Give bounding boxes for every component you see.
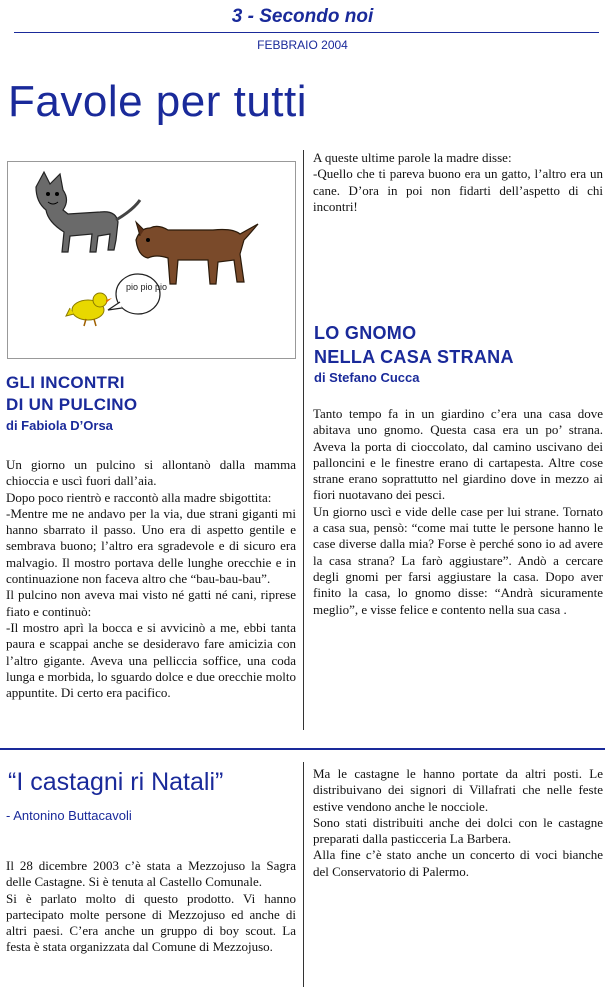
paragraph: Il pulcino non aveva mai visto né gatti né cani, riprese fiato e continuò: xyxy=(6,587,296,619)
article2-heading xyxy=(314,321,514,369)
paragraph: A queste ultime parole la madre disse: xyxy=(313,150,512,165)
paragraph: Un giorno un pulcino si allontanò dalla mamma chioccia e uscì fuori dall’aia. xyxy=(6,457,296,489)
article3-body-col2 xyxy=(313,766,603,981)
article2-byline: di Stefano Cucca xyxy=(314,370,420,385)
header-divider xyxy=(14,32,599,33)
article3-byline: - Antonino Buttacavoli xyxy=(6,808,132,823)
article1-body-col1 xyxy=(6,457,296,733)
article3-title: “I castagni ri Natali” xyxy=(8,768,224,796)
column-divider xyxy=(303,150,304,730)
dog-drawing xyxy=(136,222,258,284)
article2-body xyxy=(313,406,603,618)
section-header: 3 - Secondo noi xyxy=(231,6,374,27)
cat-drawing xyxy=(36,172,140,252)
page-title: Favole per tutti xyxy=(8,77,308,126)
paragraph: Un giorno uscì e vide delle case per lui strane. Tornato a casa sua, pensò: “come mai tutte le persone hanno le case diverse dalla mia? Forse è perché sono io ad avere la casa strana? La farò aggiustare”. Andò a cercare degli gnomi per farsi aggiustare la casa. Dopo aver finito la casa, lo gnomo disse: “Andrà sicuramente meglio”, e visse felice e contento nella sua casa . xyxy=(313,503,603,617)
article3-body-col1 xyxy=(6,858,296,984)
animals-drawing xyxy=(8,162,295,358)
paragraph: Ma le castagne le hanno portate da altri posti. Le distribuivano dei signori di Villafrati che nelle feste estive vendono anche le nocciole. xyxy=(313,766,603,814)
paragraph: -Il mostro aprì la bocca e si avvicinò a me, ebbi tanta paura e scappai anche se desideravo fare amicizia con l’altro gigante. Aveva una pelliccia soffice, una coda lunga e morbida, lo sguardo dolce e due orecchie molto appuntite. Di certo era pacifico. xyxy=(6,619,296,701)
paragraph: Si è parlato molto di questo prodotto. Vi hanno partecipato molte persone di Mezzojuso ed anche di altri paesi. C’era anche un gruppo di boy scout. La festa è stata organizzata dal Comune di Mezzojuso. xyxy=(6,890,296,955)
article1-heading-line2: DI UN PULCINO xyxy=(6,395,138,414)
article1-body-col2 xyxy=(313,150,603,215)
article2-heading-line1: LO GNOMO xyxy=(314,323,417,343)
article1-heading-line1: GLI INCONTRI xyxy=(6,373,125,392)
illustration xyxy=(7,161,296,359)
article1-byline: di Fabiola D’Orsa xyxy=(6,418,113,433)
paragraph: Alla fine c’è stato anche un concerto di voci bianche del Conservatorio di Palermo. xyxy=(313,847,603,879)
paragraph: Il 28 dicembre 2003 c’è stata a Mezzojuso la Sagra delle Castagne. Si è tenuta al Castello Comunale. xyxy=(6,858,296,890)
paragraph: Dopo poco rientrò e raccontò alla madre sbigottita: xyxy=(6,489,272,505)
article1-heading xyxy=(6,372,137,416)
paragraph: -Mentre me ne andavo per la via, due strani giganti mi hanno sbarrato il passo. Uno era di aspetto gentile e sembrava buono; l’altro era sgradevole e di sicuro era malvagio. Il mostro portava delle lunghe orecchie e in continuazione non faceva altro che “bau-bau-bau”. xyxy=(6,505,296,587)
paragraph: -Quello che ti pareva buono era un gatto, l’altro era un cane. D’ora in poi non fidarti dell’aspetto di chi incontri! xyxy=(313,166,603,214)
paragraph: Tanto tempo fa in un giardino c’era una casa dove abitava uno gnomo. Questa casa era un po’ strana. Aveva la porta di cioccolato, dal camino uscivano dei palloncini e le finestre erano di cartapesta. Altre cose strane erano soprattutto nel giardino dove in mezzo ai fiori nuotavano dei pesci. xyxy=(313,406,603,503)
column-divider-bottom xyxy=(303,762,304,987)
chick-drawing xyxy=(66,293,112,326)
paragraph: Sono stati distribuiti anche dei dolci con le castagne preparati dalla pasticceria La Barbera. xyxy=(313,814,603,847)
speech-bubble-text: pio pio pio xyxy=(126,282,168,292)
section-divider xyxy=(0,748,605,750)
article2-heading-line2: NELLA CASA STRANA xyxy=(314,347,514,367)
speech-bubble xyxy=(108,274,167,314)
issue-date: FEBBRAIO 2004 xyxy=(257,38,348,52)
